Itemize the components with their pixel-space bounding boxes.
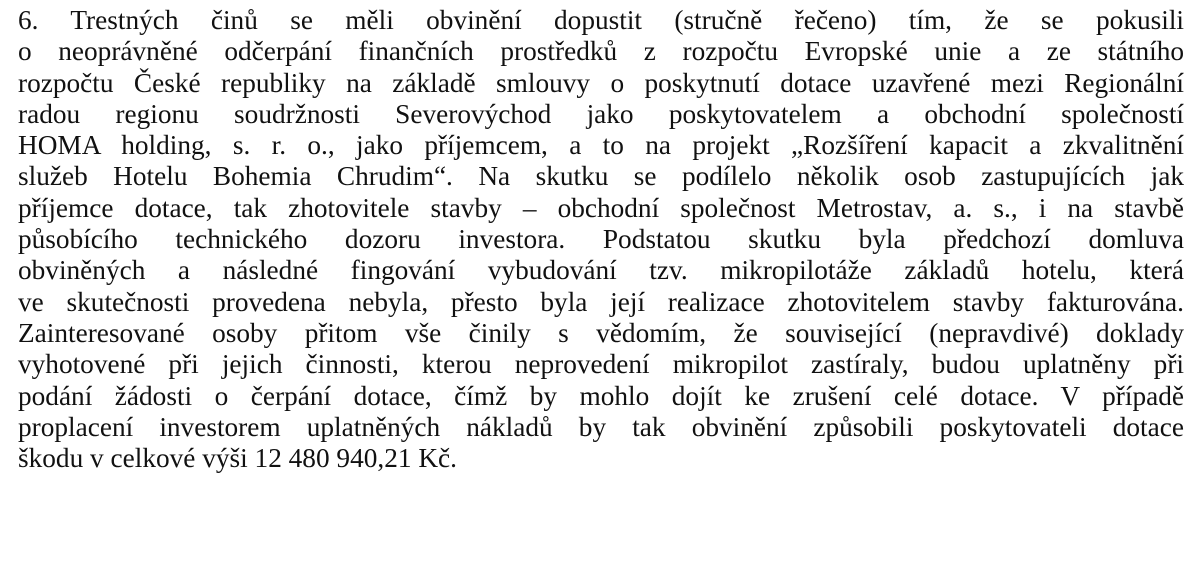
paragraph-line: 6. Trestných činů se měli obvinění dopustit (stručně řečeno) tím, že se pokusili [18,5,1184,35]
paragraph-6 [18,5,1184,474]
paragraph-line: obviněných a následné fingování vybudování tzv. mikropilotáže základů hotelu, která [18,255,1184,286]
paragraph-line: příjemce dotace, tak zhotovitele stavby – obchodní společnost Metrostav, a. s., i na stavbě [18,192,1184,223]
paragraph-line-last: škodu v celkové výši 12 480 940,21 Kč. [18,443,457,474]
paragraph-line: HOMA holding, s. r. o., jako příjemcem, a to na projekt „Rozšíření kapacit a zkvalitnění [18,130,1184,161]
paragraph-line: vyhotovené při jejich činnosti, kterou neprovedení mikropilot zastíraly, budou uplatněny při [18,349,1184,380]
paragraph-line: o neoprávněné odčerpání finančních prostředků z rozpočtu Evropské unie a ze státního [18,36,1184,67]
paragraph-line: radou regionu soudržnosti Severovýchod jako poskytovatelem a obchodní společností [18,98,1184,129]
paragraph-line: působícího technického dozoru investora. Podstatou skutku byla předchozí domluva [18,224,1184,255]
paragraph-line: ve skutečnosti provedena nebyla, přesto byla její realizace zhotovitelem stavby fakturována. [18,286,1184,317]
paragraph-line: rozpočtu České republiky na základě smlouvy o poskytnutí dotace uzavřené mezi Regionální [18,67,1184,98]
paragraph-line: proplacení investorem uplatněných nákladů by tak obvinění způsobili poskytovateli dotace [18,411,1184,442]
document-body [18,5,1184,474]
paragraph-line: podání žádosti o čerpání dotace, čímž by mohlo dojít ke zrušení celé dotace. V případě [18,380,1184,411]
paragraph-line: služeb Hotelu Bohemia Chrudim“. Na skutku se podílelo několik osob zastupujících jak [18,161,1184,192]
paragraph-line: Zainteresované osoby přitom vše činily s vědomím, že související (nepravdivé) doklady [18,317,1184,348]
